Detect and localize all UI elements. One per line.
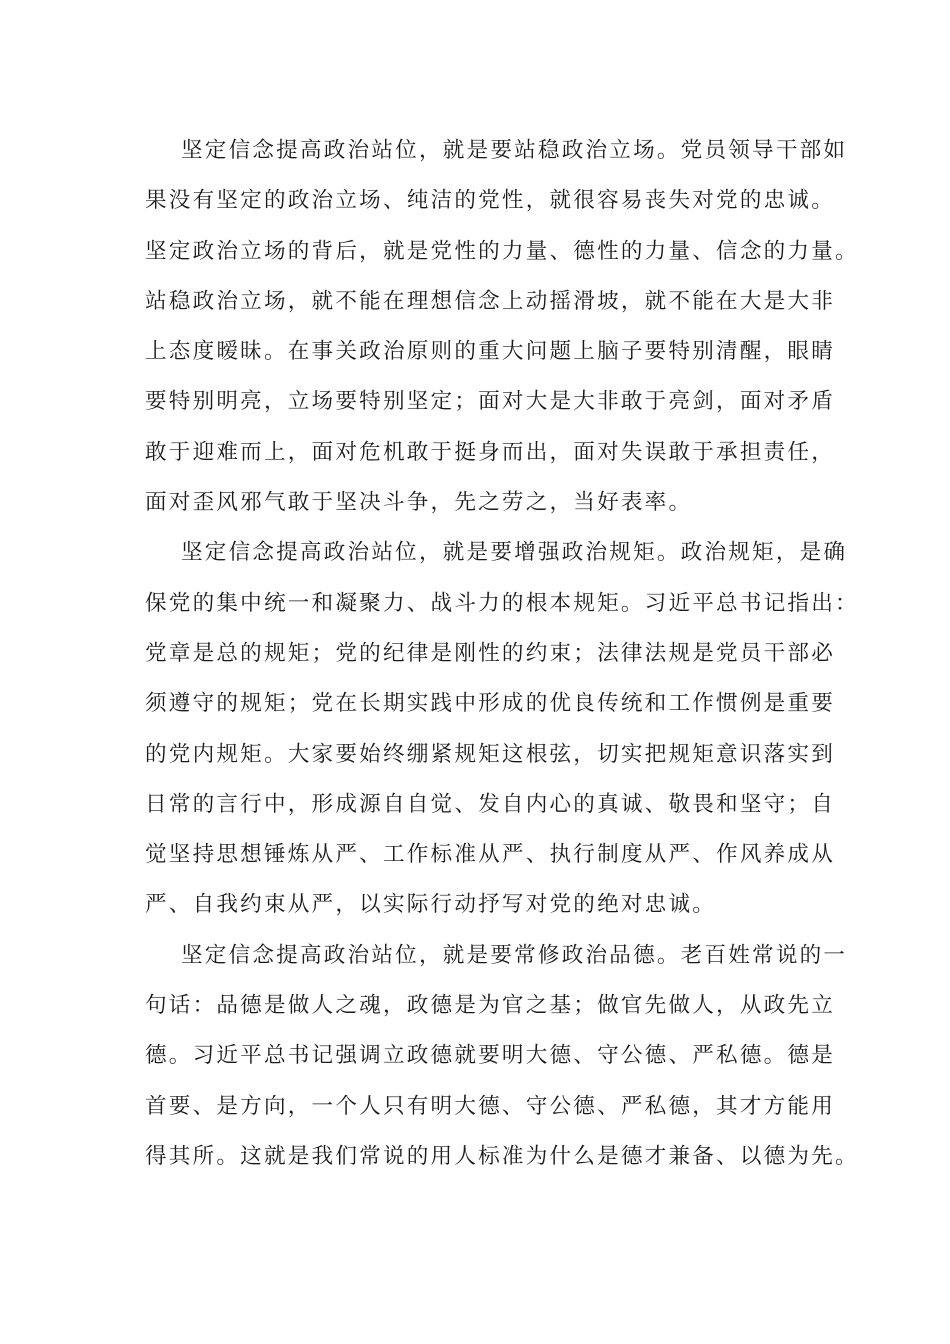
paragraph-political-stance xyxy=(145,126,859,528)
text-line: 面对歪风邪气敢于坚决斗争，先之劳之，当好表率。 xyxy=(145,490,693,516)
text-line: 坚定政治立场的背后，就是党性的力量、德性的力量、信念的力量。 xyxy=(145,238,859,264)
text-line: 坚定信念提高政治站位，就是要常修政治品德。老百姓常说的一 xyxy=(181,942,848,968)
text-line: 严、自我约束从严，以实际行动抒写对党的绝对忠诚。 xyxy=(145,892,717,918)
text-line: 坚定信念提高政治站位，就是要站稳政治立场。党员领导干部如 xyxy=(181,138,848,163)
text-line: 站稳政治立场，就不能在理想信念上动摇滑坡，就不能在大是大非 xyxy=(145,288,836,314)
text-line: 日常的言行中，形成源自自觉、发自内心的真诚、敬畏和坚守；自 xyxy=(145,791,836,817)
paragraph-political-morality xyxy=(145,931,859,1182)
text-line: 的党内规矩。大家要始终绷紧规矩这根弦，切实把规矩意识落实到 xyxy=(145,741,836,767)
text-line: 德。习近平总书记强调立政德就要明大德、守公德、严私德。德是 xyxy=(145,1043,836,1069)
text-line: 坚定信念提高政治站位，就是要增强政治规矩。政治规矩，是确 xyxy=(181,540,848,566)
text-line: 要特别明亮，立场要特别坚定；面对大是大非敢于亮剑，面对矛盾 xyxy=(145,389,836,415)
text-line: 觉坚持思想锤炼从严、工作标准从严、执行制度从严、作风养成从 xyxy=(145,842,836,868)
text-line: 须遵守的规矩；党在长期实践中形成的优良传统和工作惯例是重要 xyxy=(145,691,836,717)
text-line: 敢于迎难而上，面对危机敢于挺身而出，面对失误敢于承担责任， xyxy=(145,439,836,465)
text-line: 上态度暧昧。在事关政治原则的重大问题上脑子要特别清醒，眼睛 xyxy=(145,339,836,365)
paragraph-political-rules xyxy=(145,528,859,930)
text-line: 党章是总的规矩；党的纪律是刚性的约束；法律法规是党员干部必 xyxy=(145,640,836,666)
text-line: 得其所。这就是我们常说的用人标准为什么是德才兼备、以德为先。 xyxy=(145,1143,859,1169)
text-line: 果没有坚定的政治立场、纯洁的党性，就很容易丧失对党的忠诚。 xyxy=(145,188,836,214)
document-body xyxy=(145,126,859,1182)
text-line: 保党的集中统一和凝聚力、战斗力的根本规矩。习近平总书记指出： xyxy=(145,590,859,616)
text-line: 首要、是方向，一个人只有明大德、守公德、严私德，其才方能用 xyxy=(145,1093,836,1119)
text-line: 句话：品德是做人之魂，政德是为官之基；做官先做人，从政先立 xyxy=(145,993,836,1019)
